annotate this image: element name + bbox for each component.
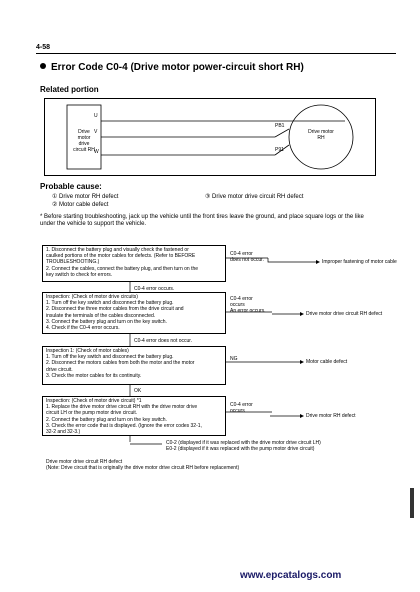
step2-yes-label [230, 296, 266, 314]
step-line: 4. Check if the C0-4 error occurs. [46, 325, 120, 332]
step4-alt-label [166, 440, 321, 452]
step-line: 2. Connect the cables, connect the battery plug, and then turn on the [46, 265, 199, 272]
intro-note: * Before starting troubleshooting, jack up the vehicle until the front tires leave the ground, and place square logs or the like under the vehicle to support the vehicle. [40, 214, 364, 227]
step3-result: Motor cable defect [306, 359, 348, 365]
circuit-label-line: motor [77, 135, 91, 141]
arrow-head [300, 312, 304, 316]
label-line: An error occurs. [230, 308, 266, 314]
step3-ok-label: OK [134, 388, 142, 394]
step-line: 2. Disconnect the motors cables from both the motor and the motor [46, 360, 195, 367]
step-line: 3. Connect the battery plug and turn on the key switch. [46, 318, 167, 325]
label-line: C0-4 error [230, 251, 253, 257]
terminal-w: W [94, 149, 99, 155]
step-line: Inspection 1: (Check of motor cables) [46, 348, 129, 354]
label-line: Drive motor drive circuit RH defect [46, 459, 123, 465]
circuit-label-line: drive [78, 141, 90, 147]
wire-label-p91: P91 [275, 147, 284, 153]
label-line: does not occur. [230, 257, 264, 263]
label-line: C0-4 error [230, 402, 253, 408]
step3-box [42, 346, 226, 385]
step-line: 1. Disconnect the battery plug and visually check the fastened or [46, 247, 189, 253]
step4-result: Drive motor RH defect [306, 413, 356, 419]
step-line: 2. Connect the battery plug and turn on the key switch. [46, 416, 167, 423]
step4-box [42, 396, 226, 436]
step-line: 2. Disconnect the three motor cables from the drive circuit and [46, 306, 184, 313]
step1-yes-label [230, 251, 264, 263]
step4-yes-label [230, 402, 253, 414]
label-line: occurs [230, 302, 245, 308]
label-line: C0-2 (displayed if it was replaced with the drive motor drive circuit LH) [166, 440, 321, 446]
label-line: C0-4 error [230, 296, 253, 302]
final-result [46, 459, 239, 471]
page-number: 4-58 [36, 44, 51, 51]
step1-box [42, 245, 226, 282]
step-line: 1. Turn off the key switch and disconnect the battery plug. [46, 300, 174, 307]
step-line: circuit LH or the pump motor drive circuit. [46, 410, 138, 417]
step-line: TROUBLESHOOTING.) [46, 259, 100, 266]
edge-mark [410, 488, 414, 518]
motor-label-line: Drive motor [308, 129, 334, 135]
arrow-head [316, 260, 320, 264]
step-line: insulate the terminals of the cables disconnected. [46, 312, 156, 319]
motor-label-line: RH [317, 135, 325, 141]
page-title-text: Error Code C0-4 (Drive motor power-circuit short RH) [51, 62, 304, 73]
cause-item: ② Motor cable defect [52, 202, 109, 208]
step-line: drive circuit. [46, 366, 73, 373]
step1-result: Improper fastening of motor cable [322, 259, 397, 265]
step-line: Inspection: (Check of motor drive circuits) [46, 294, 138, 300]
cause-item: ③ Drive motor drive circuit RH defect [205, 194, 304, 200]
step-line: key switch to check for errors. [46, 271, 113, 278]
step-line: Inspection: (Check of motor drive circuit) *1 [46, 398, 142, 404]
step1-no-label: C0-4 error occurs. [134, 286, 175, 292]
terminal-v: V [94, 129, 98, 135]
arrow-head [300, 360, 304, 364]
terminal-u: U [94, 113, 98, 119]
probable-cause-heading: Probable cause: [40, 182, 102, 191]
step2-result: Drive motor drive circuit RH defect [306, 311, 383, 317]
step-line: 32-2 and 32-3.) [46, 429, 81, 436]
step-line: 1. Replace the drive motor drive circuit RH with the drive motor drive [46, 404, 198, 411]
step-line: 1. Turn off the key switch and disconnect the battery plug. [46, 354, 174, 361]
footer-watermark: www.epcatalogs.com [240, 570, 342, 581]
step-line: caulked portions of the motor cables for defects. (Refer to BEFORE [46, 253, 196, 260]
related-portion-heading: Related portion [40, 85, 99, 94]
arrow-head [300, 414, 304, 418]
step2-no-label: C0-4 error does not occur. [134, 338, 193, 344]
step-line: 3. Check the error code that is displayed. (Ignore the error codes 32-1, [46, 422, 202, 429]
label-line: occurs [230, 408, 245, 414]
flow-line [268, 258, 316, 262]
step2-box [42, 292, 226, 334]
label-line: E0-2 (displayed if it was replaced with the pump motor drive circuit) [166, 446, 315, 452]
circuit-label-line: circuit RH [73, 147, 95, 153]
step3-ng-label: NG [230, 356, 238, 362]
circuit-label-line: Drive [78, 129, 90, 135]
cause-item: ① Drive motor RH defect [52, 194, 119, 200]
step-line: 3. Check the motor cables for its continuity. [46, 372, 142, 379]
wire-label-pb1: PB1 [275, 123, 285, 129]
label-line: (Note: Drive circuit that is originally the drive motor drive circuit RH before replacement) [46, 465, 240, 471]
